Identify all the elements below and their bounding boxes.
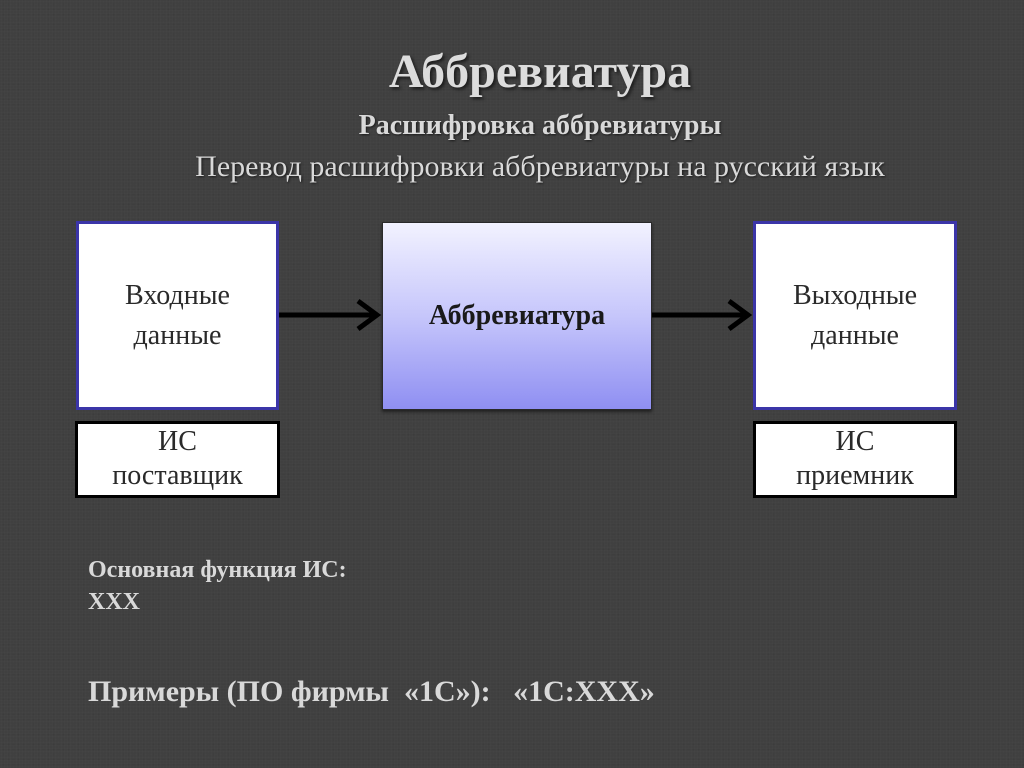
slide-title: Аббревиатура bbox=[388, 45, 692, 98]
slide-subtitle: Расшифровка аббревиатуры bbox=[358, 110, 722, 141]
supplier-label-line1: ИС bbox=[158, 426, 197, 457]
supplier-label-line2: поставщик bbox=[112, 460, 243, 491]
receiver-label-line1: ИС bbox=[835, 426, 875, 457]
abbreviation-box bbox=[382, 222, 652, 410]
arrow-abbreviation-to-output bbox=[652, 301, 748, 329]
examples-text: Примеры (ПО фирмы «1С»): «1С:ХХХ» bbox=[88, 675, 655, 708]
arrow-input-to-abbreviation bbox=[279, 301, 377, 329]
output-data-box bbox=[753, 221, 957, 410]
output-data-label-line1: Выходные bbox=[792, 279, 918, 311]
abbreviation-label: Аббревиатура bbox=[428, 300, 606, 331]
receiver-label-line2: приемник bbox=[796, 460, 914, 491]
input-data-label-line1: Входные bbox=[125, 279, 230, 311]
supplier-system-box bbox=[75, 421, 280, 498]
output-data-label-line2: данные bbox=[811, 319, 899, 351]
input-data-box bbox=[76, 221, 279, 410]
input-data-label-line2: данные bbox=[133, 319, 222, 351]
main-function-value: ХХХ bbox=[88, 589, 140, 615]
receiver-system-box bbox=[753, 421, 957, 498]
slide-translation: Перевод расшифровки аббревиатуры на русский язык bbox=[195, 150, 885, 183]
main-function-label: Основная функция ИС: bbox=[88, 557, 347, 583]
